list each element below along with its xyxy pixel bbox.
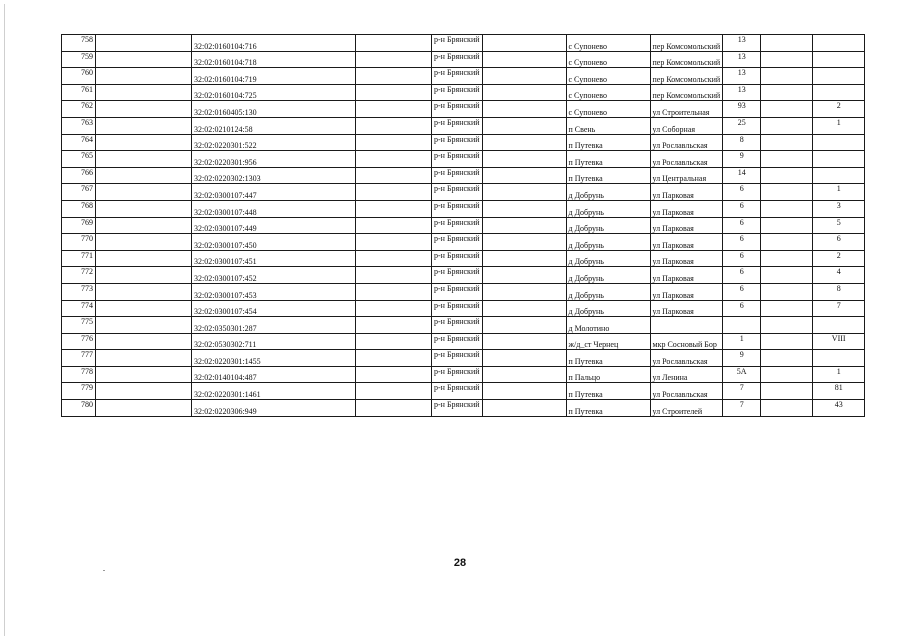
empty-cell xyxy=(761,317,813,334)
apartment-number-cell: 1 xyxy=(813,366,865,383)
empty-cell xyxy=(356,151,432,168)
table-row xyxy=(62,250,865,267)
empty-cell xyxy=(761,35,813,52)
locality-cell: п Путевка xyxy=(566,151,650,168)
street-cell: ул Рославльская xyxy=(650,151,723,168)
street-cell xyxy=(650,317,723,334)
empty-cell xyxy=(482,184,566,201)
house-number-cell: 6 xyxy=(723,283,761,300)
district-cell: р-н Брянский xyxy=(432,151,483,168)
cadastral-number-cell: 32:02:0210124:58 xyxy=(192,117,356,134)
empty-cell xyxy=(96,283,192,300)
empty-cell xyxy=(356,134,432,151)
district-cell: р-н Брянский xyxy=(432,317,483,334)
house-number-cell: 7 xyxy=(723,400,761,417)
house-number-cell: 25 xyxy=(723,117,761,134)
table-row xyxy=(62,84,865,101)
apartment-number-cell xyxy=(813,35,865,52)
empty-cell xyxy=(761,383,813,400)
house-number-cell: 6 xyxy=(723,234,761,251)
empty-cell xyxy=(356,350,432,367)
locality-cell: д Добрунь xyxy=(566,217,650,234)
empty-cell xyxy=(96,400,192,417)
street-cell: пер Комсомольский xyxy=(650,51,723,68)
locality-cell: д Добрунь xyxy=(566,234,650,251)
cadastral-number-cell: 32:02:0160104:718 xyxy=(192,51,356,68)
table-row xyxy=(62,35,865,52)
empty-cell xyxy=(96,151,192,168)
street-cell: ул Строителей xyxy=(650,400,723,417)
street-cell: пер Комсомольский xyxy=(650,84,723,101)
empty-cell xyxy=(356,167,432,184)
cadastral-number-cell: 32:02:0300107:448 xyxy=(192,200,356,217)
empty-cell xyxy=(96,51,192,68)
empty-cell xyxy=(356,84,432,101)
empty-cell xyxy=(356,184,432,201)
empty-cell xyxy=(761,283,813,300)
apartment-number-cell: 1 xyxy=(813,117,865,134)
locality-cell: п Путевка xyxy=(566,400,650,417)
cadastral-number-cell: 32:02:0220301:1455 xyxy=(192,350,356,367)
empty-cell xyxy=(96,200,192,217)
locality-cell: с Супонево xyxy=(566,84,650,101)
apartment-number-cell: 2 xyxy=(813,101,865,118)
empty-cell xyxy=(96,134,192,151)
row-number-cell: 774 xyxy=(62,300,96,317)
row-number-cell: 773 xyxy=(62,283,96,300)
street-cell: ул Парковая xyxy=(650,300,723,317)
empty-cell xyxy=(356,267,432,284)
cadastral-number-cell: 32:02:0140104:487 xyxy=(192,366,356,383)
empty-cell xyxy=(482,51,566,68)
cadastral-number-cell: 32:02:0160104:719 xyxy=(192,68,356,85)
row-number-cell: 769 xyxy=(62,217,96,234)
row-number-cell: 765 xyxy=(62,151,96,168)
table-row xyxy=(62,51,865,68)
street-cell: ул Парковая xyxy=(650,217,723,234)
district-cell: р-н Брянский xyxy=(432,267,483,284)
house-number-cell: 6 xyxy=(723,250,761,267)
property-registry-table xyxy=(61,34,865,417)
house-number-cell: 13 xyxy=(723,84,761,101)
empty-cell xyxy=(96,234,192,251)
empty-cell xyxy=(96,267,192,284)
locality-cell: п Путевка xyxy=(566,383,650,400)
district-cell: р-н Брянский xyxy=(432,283,483,300)
house-number-cell: 9 xyxy=(723,151,761,168)
table-row xyxy=(62,200,865,217)
locality-cell: с Супонево xyxy=(566,35,650,52)
district-cell: р-н Брянский xyxy=(432,350,483,367)
street-cell: мкр Сосновый Бор xyxy=(650,333,723,350)
district-cell: р-н Брянский xyxy=(432,184,483,201)
district-cell: р-н Брянский xyxy=(432,35,483,52)
apartment-number-cell: 5 xyxy=(813,217,865,234)
cadastral-number-cell: 32:02:0300107:450 xyxy=(192,234,356,251)
empty-cell xyxy=(761,366,813,383)
empty-cell xyxy=(761,101,813,118)
apartment-number-cell: 4 xyxy=(813,267,865,284)
row-number-cell: 766 xyxy=(62,167,96,184)
street-cell: ул Центральная xyxy=(650,167,723,184)
empty-cell xyxy=(356,383,432,400)
row-number-cell: 767 xyxy=(62,184,96,201)
empty-cell xyxy=(761,217,813,234)
district-cell: р-н Брянский xyxy=(432,51,483,68)
locality-cell: с Супонево xyxy=(566,101,650,118)
house-number-cell: 6 xyxy=(723,184,761,201)
empty-cell xyxy=(482,84,566,101)
table-row xyxy=(62,317,865,334)
empty-cell xyxy=(356,51,432,68)
empty-cell xyxy=(761,333,813,350)
house-number-cell: 6 xyxy=(723,200,761,217)
empty-cell xyxy=(356,250,432,267)
empty-cell xyxy=(482,400,566,417)
district-cell: р-н Брянский xyxy=(432,383,483,400)
empty-cell xyxy=(96,84,192,101)
street-cell: пер Комсомольский xyxy=(650,68,723,85)
row-number-cell: 763 xyxy=(62,117,96,134)
street-cell: ул Парковая xyxy=(650,184,723,201)
row-number-cell: 760 xyxy=(62,68,96,85)
street-cell: ул Парковая xyxy=(650,200,723,217)
empty-cell xyxy=(761,184,813,201)
empty-cell xyxy=(482,267,566,284)
street-cell: ул Парковая xyxy=(650,234,723,251)
empty-cell xyxy=(96,68,192,85)
empty-cell xyxy=(482,101,566,118)
empty-cell xyxy=(356,68,432,85)
empty-cell xyxy=(482,217,566,234)
empty-cell xyxy=(482,350,566,367)
empty-cell xyxy=(96,250,192,267)
cadastral-number-cell: 32:02:0220306:949 xyxy=(192,400,356,417)
street-cell: ул Строительная xyxy=(650,101,723,118)
house-number-cell: 6 xyxy=(723,300,761,317)
cadastral-number-cell: 32:02:0300107:451 xyxy=(192,250,356,267)
apartment-number-cell: 3 xyxy=(813,200,865,217)
row-number-cell: 772 xyxy=(62,267,96,284)
house-number-cell: 13 xyxy=(723,35,761,52)
table-row xyxy=(62,68,865,85)
house-number-cell: 13 xyxy=(723,68,761,85)
empty-cell xyxy=(356,333,432,350)
empty-cell xyxy=(761,250,813,267)
cadastral-number-cell: 32:02:0220301:956 xyxy=(192,151,356,168)
row-number-cell: 770 xyxy=(62,234,96,251)
row-number-cell: 768 xyxy=(62,200,96,217)
empty-cell xyxy=(356,400,432,417)
house-number-cell: 14 xyxy=(723,167,761,184)
cadastral-number-cell: 32:02:0160104:725 xyxy=(192,84,356,101)
street-cell: ул Рославльская xyxy=(650,383,723,400)
cadastral-number-cell: 32:02:0300107:449 xyxy=(192,217,356,234)
locality-cell: д Молотино xyxy=(566,317,650,334)
district-cell: р-н Брянский xyxy=(432,250,483,267)
locality-cell: ж/д_ст Чернец xyxy=(566,333,650,350)
apartment-number-cell: 6 xyxy=(813,234,865,251)
district-cell: р-н Брянский xyxy=(432,366,483,383)
table-row xyxy=(62,366,865,383)
empty-cell xyxy=(96,101,192,118)
district-cell: р-н Брянский xyxy=(432,134,483,151)
district-cell: р-н Брянский xyxy=(432,167,483,184)
row-number-cell: 762 xyxy=(62,101,96,118)
cadastral-number-cell: 32:02:0160104:716 xyxy=(192,35,356,52)
empty-cell xyxy=(96,184,192,201)
locality-cell: с Супонево xyxy=(566,51,650,68)
cadastral-number-cell: 32:02:0300107:447 xyxy=(192,184,356,201)
empty-cell xyxy=(96,35,192,52)
locality-cell: п Путевка xyxy=(566,350,650,367)
locality-cell: п Пальцо xyxy=(566,366,650,383)
district-cell: р-н Брянский xyxy=(432,333,483,350)
locality-cell: д Добрунь xyxy=(566,300,650,317)
empty-cell xyxy=(96,317,192,334)
apartment-number-cell xyxy=(813,84,865,101)
row-number-cell: 777 xyxy=(62,350,96,367)
cadastral-number-cell: 32:02:0350301:287 xyxy=(192,317,356,334)
empty-cell xyxy=(482,300,566,317)
cadastral-number-cell: 32:02:0220301:522 xyxy=(192,134,356,151)
row-number-cell: 776 xyxy=(62,333,96,350)
apartment-number-cell xyxy=(813,151,865,168)
cadastral-number-cell: 32:02:0530302:711 xyxy=(192,333,356,350)
empty-cell xyxy=(96,300,192,317)
apartment-number-cell xyxy=(813,51,865,68)
district-cell: р-н Брянский xyxy=(432,217,483,234)
house-number-cell xyxy=(723,317,761,334)
house-number-cell: 7 xyxy=(723,383,761,400)
apartment-number-cell: VIII xyxy=(813,333,865,350)
empty-cell xyxy=(761,350,813,367)
empty-cell xyxy=(356,200,432,217)
cadastral-number-cell: 32:02:0220302:1303 xyxy=(192,167,356,184)
apartment-number-cell: 8 xyxy=(813,283,865,300)
empty-cell xyxy=(482,167,566,184)
row-number-cell: 758 xyxy=(62,35,96,52)
empty-cell xyxy=(96,333,192,350)
street-cell: ул Рославльская xyxy=(650,134,723,151)
empty-cell xyxy=(761,234,813,251)
empty-cell xyxy=(761,51,813,68)
locality-cell: п Путевка xyxy=(566,167,650,184)
apartment-number-cell: 81 xyxy=(813,383,865,400)
house-number-cell: 9 xyxy=(723,350,761,367)
empty-cell xyxy=(761,68,813,85)
table-row xyxy=(62,151,865,168)
empty-cell xyxy=(482,35,566,52)
house-number-cell: 5А xyxy=(723,366,761,383)
empty-cell xyxy=(761,267,813,284)
empty-cell xyxy=(761,400,813,417)
house-number-cell: 13 xyxy=(723,51,761,68)
empty-cell xyxy=(482,234,566,251)
district-cell: р-н Брянский xyxy=(432,101,483,118)
house-number-cell: 6 xyxy=(723,217,761,234)
empty-cell xyxy=(761,200,813,217)
apartment-number-cell: 43 xyxy=(813,400,865,417)
apartment-number-cell xyxy=(813,134,865,151)
empty-cell xyxy=(482,317,566,334)
locality-cell: п Свень xyxy=(566,117,650,134)
empty-cell xyxy=(356,101,432,118)
street-cell: ул Ленина xyxy=(650,366,723,383)
locality-cell: д Добрунь xyxy=(566,184,650,201)
street-cell: ул Парковая xyxy=(650,283,723,300)
cadastral-number-cell: 32:02:0300107:454 xyxy=(192,300,356,317)
empty-cell xyxy=(482,366,566,383)
empty-cell xyxy=(356,317,432,334)
empty-cell xyxy=(96,366,192,383)
house-number-cell: 1 xyxy=(723,333,761,350)
table-row xyxy=(62,333,865,350)
apartment-number-cell: 1 xyxy=(813,184,865,201)
empty-cell xyxy=(356,117,432,134)
district-cell: р-н Брянский xyxy=(432,68,483,85)
locality-cell: д Добрунь xyxy=(566,283,650,300)
empty-cell xyxy=(356,366,432,383)
empty-cell xyxy=(482,333,566,350)
apartment-number-cell xyxy=(813,68,865,85)
table-row xyxy=(62,117,865,134)
street-cell: ул Парковая xyxy=(650,250,723,267)
street-cell: ул Соборная xyxy=(650,117,723,134)
street-cell: ул Рославльская xyxy=(650,350,723,367)
table-row xyxy=(62,167,865,184)
cadastral-number-cell: 32:02:0300107:453 xyxy=(192,283,356,300)
empty-cell xyxy=(356,35,432,52)
empty-cell xyxy=(761,167,813,184)
table-row xyxy=(62,101,865,118)
empty-cell xyxy=(482,250,566,267)
row-number-cell: 771 xyxy=(62,250,96,267)
empty-cell xyxy=(96,167,192,184)
district-cell: р-н Брянский xyxy=(432,200,483,217)
row-number-cell: 759 xyxy=(62,51,96,68)
page-number: 28 xyxy=(453,557,467,569)
apartment-number-cell xyxy=(813,317,865,334)
empty-cell xyxy=(96,350,192,367)
row-number-cell: 761 xyxy=(62,84,96,101)
empty-cell xyxy=(482,383,566,400)
table-row xyxy=(62,350,865,367)
table-row xyxy=(62,234,865,251)
street-cell: ул Парковая xyxy=(650,267,723,284)
empty-cell xyxy=(96,217,192,234)
house-number-cell: 6 xyxy=(723,267,761,284)
row-number-cell: 775 xyxy=(62,317,96,334)
cadastral-number-cell: 32:02:0160405:130 xyxy=(192,101,356,118)
empty-cell xyxy=(482,151,566,168)
cadastral-number-cell: 32:02:0220301:1461 xyxy=(192,383,356,400)
district-cell: р-н Брянский xyxy=(432,117,483,134)
apartment-number-cell xyxy=(813,167,865,184)
table-row xyxy=(62,283,865,300)
apartment-number-cell: 7 xyxy=(813,300,865,317)
scan-speck xyxy=(103,570,105,571)
row-number-cell: 780 xyxy=(62,400,96,417)
house-number-cell: 93 xyxy=(723,101,761,118)
locality-cell: д Добрунь xyxy=(566,250,650,267)
district-cell: р-н Брянский xyxy=(432,84,483,101)
street-cell: пер Комсомольский xyxy=(650,35,723,52)
empty-cell xyxy=(482,68,566,85)
locality-cell: д Добрунь xyxy=(566,267,650,284)
district-cell: р-н Брянский xyxy=(432,234,483,251)
house-number-cell: 8 xyxy=(723,134,761,151)
empty-cell xyxy=(356,234,432,251)
scan-edge-line xyxy=(4,4,5,636)
apartment-number-cell xyxy=(813,350,865,367)
table-row xyxy=(62,400,865,417)
district-cell: р-н Брянский xyxy=(432,400,483,417)
row-number-cell: 779 xyxy=(62,383,96,400)
row-number-cell: 764 xyxy=(62,134,96,151)
empty-cell xyxy=(356,217,432,234)
empty-cell xyxy=(96,383,192,400)
locality-cell: п Путевка xyxy=(566,134,650,151)
empty-cell xyxy=(482,117,566,134)
cadastral-number-cell: 32:02:0300107:452 xyxy=(192,267,356,284)
table-row xyxy=(62,267,865,284)
locality-cell: д Добрунь xyxy=(566,200,650,217)
empty-cell xyxy=(761,117,813,134)
table-row xyxy=(62,184,865,201)
table-row xyxy=(62,134,865,151)
empty-cell xyxy=(356,283,432,300)
empty-cell xyxy=(482,283,566,300)
empty-cell xyxy=(356,300,432,317)
empty-cell xyxy=(482,200,566,217)
table-row xyxy=(62,217,865,234)
table-row xyxy=(62,300,865,317)
empty-cell xyxy=(96,117,192,134)
locality-cell: с Супонево xyxy=(566,68,650,85)
empty-cell xyxy=(761,84,813,101)
district-cell: р-н Брянский xyxy=(432,300,483,317)
empty-cell xyxy=(482,134,566,151)
apartment-number-cell: 2 xyxy=(813,250,865,267)
empty-cell xyxy=(761,151,813,168)
empty-cell xyxy=(761,134,813,151)
table-row xyxy=(62,383,865,400)
row-number-cell: 778 xyxy=(62,366,96,383)
empty-cell xyxy=(761,300,813,317)
